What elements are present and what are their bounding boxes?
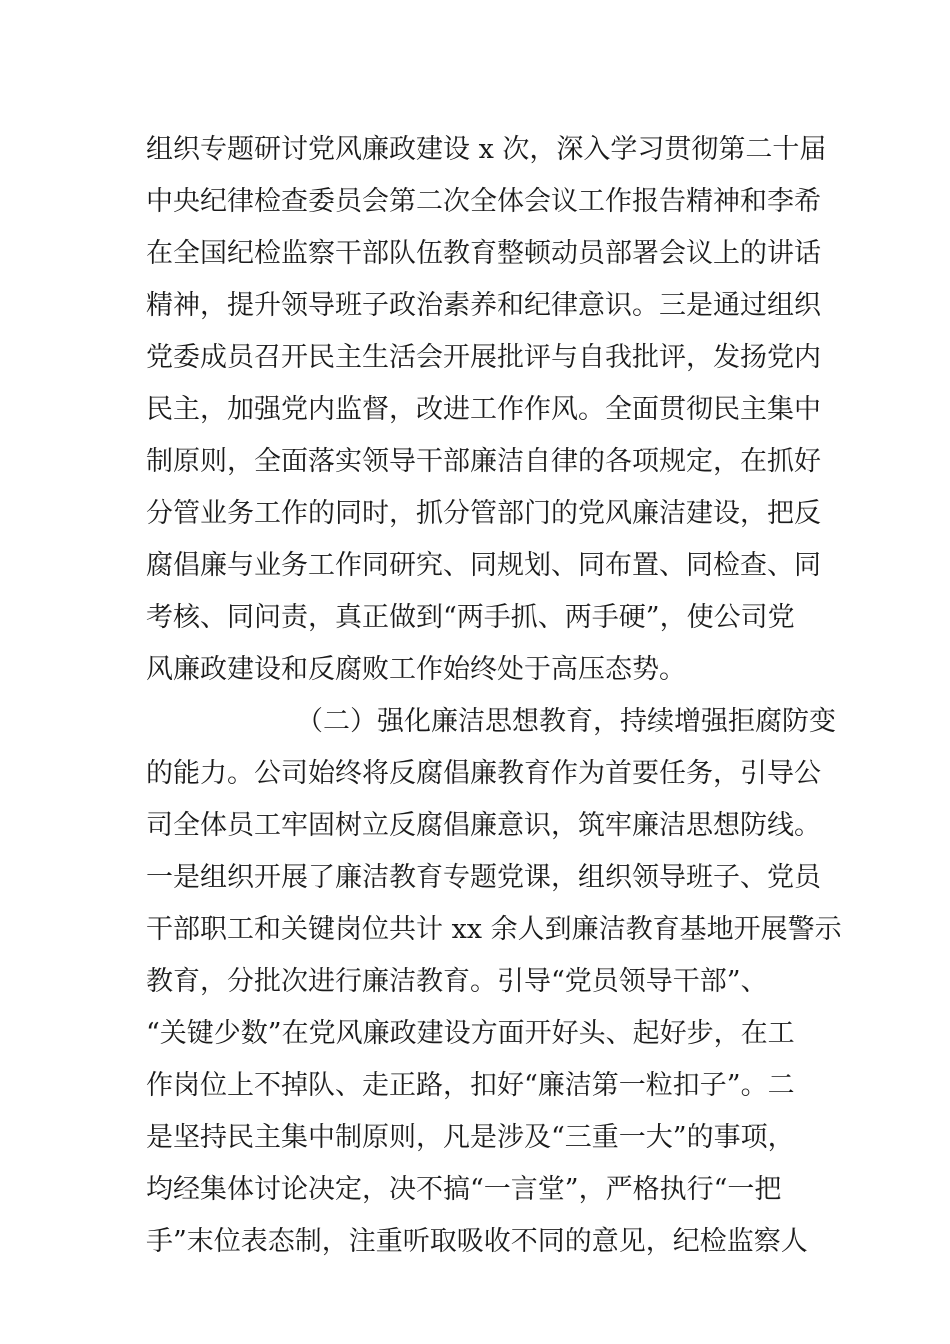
text-line: 制原则，全面落实领导干部廉洁自律的各项规定，在抓好	[146, 446, 821, 477]
text-line: 干部职工和关键岗位共计 xx 余人到廉洁教育基地开展警示	[146, 914, 842, 945]
text-line: 手”末位表态制，注重听取吸收不同的意见，纪检监察人	[146, 1226, 808, 1257]
section-heading: （二）强化廉洁思想教育，持续增强拒腐防变	[296, 706, 836, 737]
text-line: 分管业务工作的同时，抓分管部门的党风廉洁建设，把反	[146, 498, 821, 529]
text-line: 考核、同问责，真正做到“两手抓、两手硬”，使公司党	[146, 602, 795, 633]
text-line: 风廉政建设和反腐败工作始终处于高压态势。	[146, 654, 686, 685]
text-line: 教育，分批次进行廉洁教育。引导“党员领导干部”、	[146, 966, 768, 997]
text-line: 腐倡廉与业务工作同研究、同规划、同布置、同检查、同	[146, 550, 821, 581]
text-line: 一是组织开展了廉洁教育专题党课，组织领导班子、党员	[146, 862, 821, 893]
text-line: 组织专题研讨党风廉政建设 x 次，深入学习贯彻第二十届	[146, 134, 827, 165]
text-line: 司全体员工牢固树立反腐倡廉意识，筑牢廉洁思想防线。	[146, 810, 821, 841]
text-line: 在全国纪检监察干部队伍教育整顿动员部署会议上的讲话	[146, 238, 821, 269]
text-line: 民主，加强党内监督，改进工作作风。全面贯彻民主集中	[146, 394, 821, 425]
text-line: 中央纪律检查委员会第二次全体会议工作报告精神和李希	[146, 186, 821, 217]
text-line: 作岗位上不掉队、走正路，扣好“廉洁第一粒扣子”。二	[146, 1070, 795, 1101]
text-line: 精神，提升领导班子政治素养和纪律意识。三是通过组织	[146, 290, 821, 321]
text-line: 是坚持民主集中制原则，凡是涉及“三重一大”的事项，	[146, 1122, 795, 1153]
text-line: 均经集体讨论决定，决不搞“一言堂”，严格执行“一把	[146, 1174, 782, 1205]
text-line: 的能力。公司始终将反腐倡廉教育作为首要任务，引导公	[146, 758, 821, 789]
text-line: 党委成员召开民主生活会开展批评与自我批评，发扬党内	[146, 342, 821, 373]
text-line: “关键少数”在党风廉政建设方面开好头、起好步，在工	[146, 1018, 795, 1049]
